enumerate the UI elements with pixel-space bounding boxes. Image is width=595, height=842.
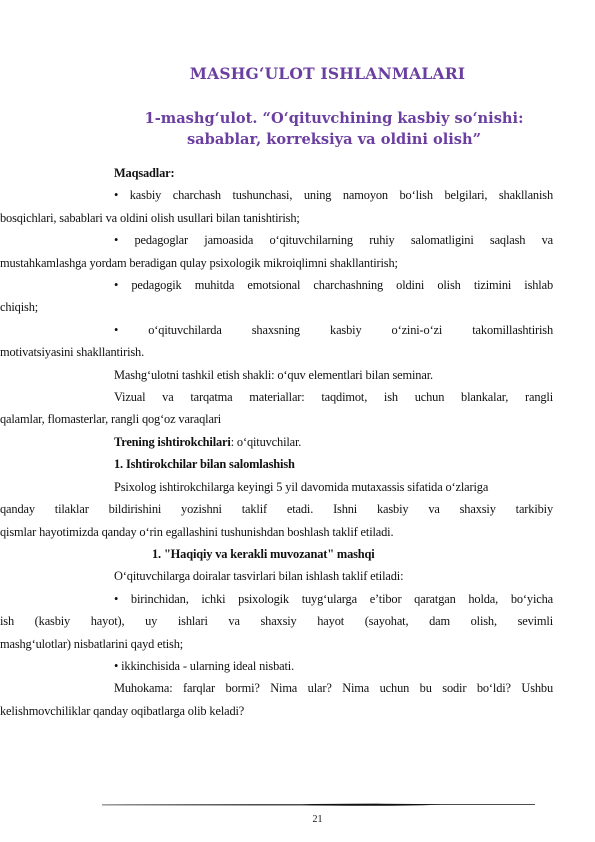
materials-line-1: Vizual va tarqatma materiallar: taqdimot, ish uchun blankalar, rangli (114, 390, 553, 405)
second-item: • ikkinchisida - ularning ideal nisbati. (114, 658, 295, 673)
goal-2-line-2: mustahkamlashga yordam beradigan qulay psixologik mikroiqlimni shakllantirish; (0, 255, 398, 270)
greeting-line-1: Psixolog ishtirokchilarga keyingi 5 yil davomida mutaxassis sifatida o‘zlariga (114, 479, 489, 494)
goal-1-line-1: • kasbiy charchash tushunchasi, uning namoyon bo‘lish belgilari, shakllanish (114, 188, 553, 203)
participants-value: : o‘qituvchilar. (230, 434, 302, 449)
first-item-line-1: • birinchidan, ichki psixologik tuyg‘ularga e’tibor qaratgan holda, bo‘yicha (114, 591, 553, 606)
goal-3-line-2: chiqish; (0, 300, 39, 315)
participants-label: Trening ishtirokchilari (114, 434, 231, 449)
discussion-line-2: kelishmovchiliklar qanday oqibatlarga olib keladi? (0, 703, 245, 718)
goal-2-line-1: • pedagoglar jamoasida o‘qituvchilarning ruhiy salomatligini saqlash va (114, 233, 553, 248)
discussion-line-1: Muhokama: farqlar bormi? Nima ular? Nima uchun bu sodir bo‘ldi? Ushbu (114, 681, 553, 696)
greeting-line-3: qismlar hayotimizda qanday o‘rin egallashini tushunishdan boshlash taklif etiladi. (0, 524, 394, 539)
first-item-line-3: mashg‘ulotlar) nisbatlarini qayd etish; (0, 636, 184, 651)
greeting-line-2: qanday tilaklar bildirishini yozishni taklif etadi. Ishni kasbiy va shaxsiy tarkibiy (0, 502, 553, 517)
goal-4-line-1: • o‘qituvchilarda shaxsning kasbiy o‘zini-o‘zi takomillashtirish (114, 322, 553, 337)
first-item-line-2: ish (kasbiy hayot), uy ishlari va shaxsiy hayot (sayohat, dam olish, sevimli (0, 614, 553, 629)
goal-4-line-2: motivatsiyasini shakllantirish. (0, 345, 145, 360)
page-number: 21 (312, 814, 323, 825)
organization-form: Mashg‘ulotni tashkil etish shakli: o‘quv elementlari bilan seminar. (114, 367, 433, 382)
lesson-subtitle: 1-mashg‘ulot. “O‘qituvchining kasbiy so‘nishi: sabablar, korreksiya va oldini olish” (144, 110, 524, 148)
goals-heading: Maqsadlar: (114, 166, 175, 180)
footer-divider (102, 803, 535, 807)
page-title: MASHG‘ULOT ISHLANMALARI (189, 64, 466, 83)
section-greeting-heading: 1. Ishtirokchilar bilan salomlashish (114, 457, 295, 472)
document-body (0, 162, 553, 722)
goal-1-line-2: bosqichlari, sabablari va oldini olish usullari bilan tanishtirish; (0, 210, 300, 225)
participants (114, 431, 553, 453)
exercise-heading: 1. "Haqiqiy va kerakli muvozanat" mashqi (152, 546, 375, 561)
materials-line-2: qalamlar, flomasterlar, rangli qog‘oz varaqlari (0, 412, 222, 427)
goal-3-line-1: • pedagogik muhitda emotsional charchashning oldini olish tizimini ishlab (114, 278, 553, 293)
circles-intro: O‘qituvchilarga doiralar tasvirlari bilan ishlash taklif etiladi: (114, 569, 404, 584)
